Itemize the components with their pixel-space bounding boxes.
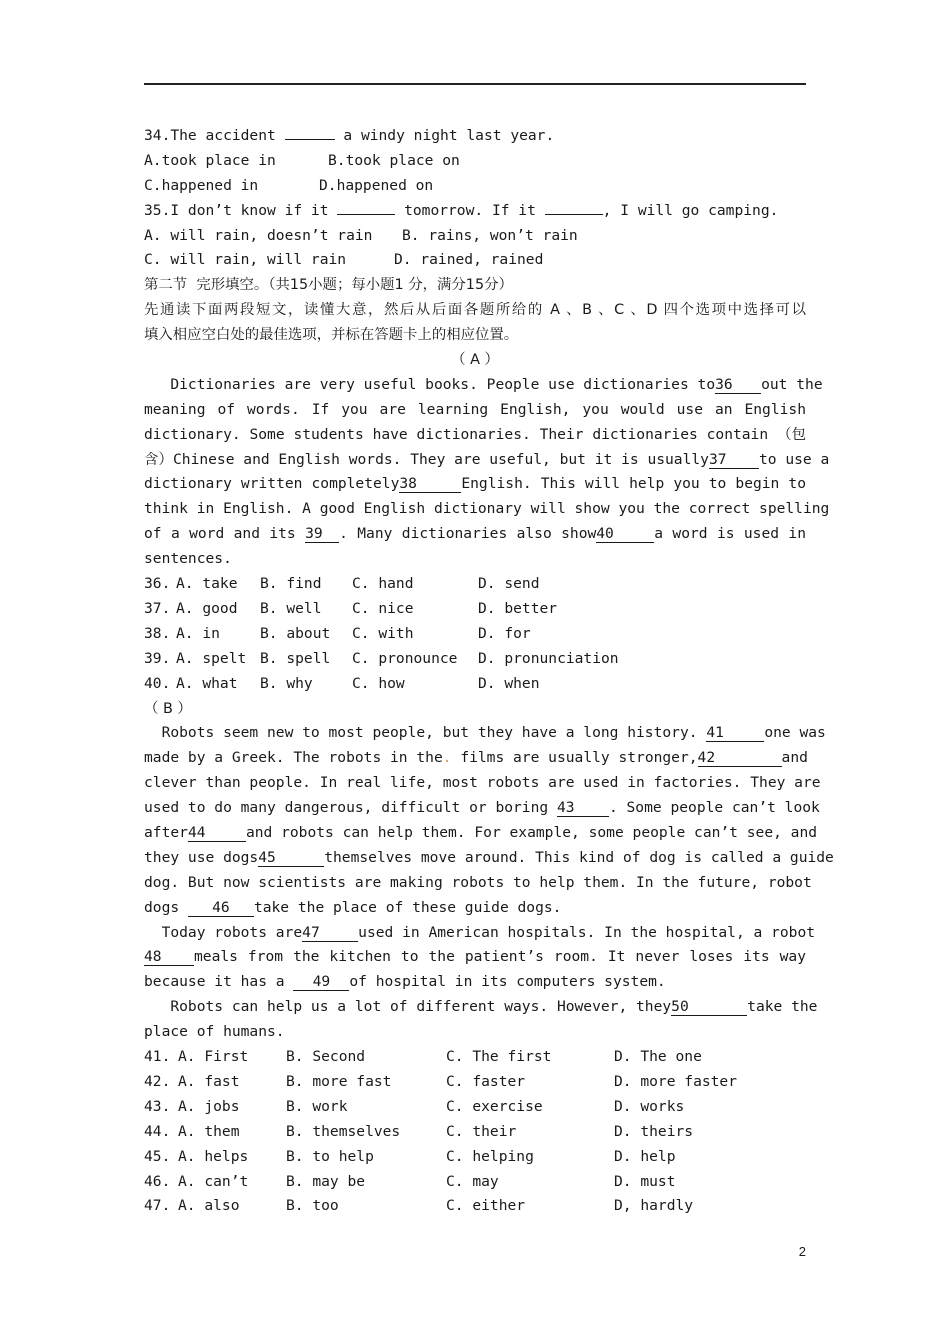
option-a: A. take (176, 575, 238, 593)
option-a: A. spelt (176, 649, 247, 667)
blank-44: 44 (188, 824, 246, 842)
blank-35a (337, 214, 395, 215)
option-row (144, 647, 798, 672)
option-row (144, 1070, 806, 1095)
question-35-options-ab: A. will rain, doesn’t rain B. rains, won’t rain (144, 226, 578, 244)
blank-36: 36 (715, 376, 761, 394)
passage-b-line: after44 and robots can help them. For example, some people can’t see, and (144, 824, 818, 842)
passage-b-options (144, 1045, 806, 1219)
option-number: 36. (144, 575, 171, 593)
option-number: 38. (144, 624, 171, 642)
option-d: D. when (478, 674, 540, 692)
option-d: D. must (614, 1172, 676, 1190)
option-b: B. spell (260, 649, 331, 667)
passage-b-line: clever than people. In real life, most robots are used in factories. They are (144, 774, 821, 792)
option-d: D. more faster (614, 1072, 738, 1090)
option-number: 39. (144, 649, 171, 667)
section-instructions-1: 先通读下面两段短文，读懂大意，然后从后面各题所给的 A 、B 、C 、D 四个选项中选择可以 (144, 302, 806, 319)
blank-47: 47 (302, 924, 358, 942)
question-34-options-cd: C.happened in D.happened on (144, 176, 434, 194)
option-row (144, 572, 798, 597)
blank-35b (545, 214, 603, 215)
option-c: C. pronounce (352, 649, 458, 667)
passage-b-line: made by a Greek. The robots in the. films are usually stronger,42 and (144, 749, 808, 767)
blank-40: 40 (596, 525, 654, 543)
blank-46: 46 (188, 899, 254, 917)
option-b: B. about (260, 624, 331, 642)
section-heading: 第二节 完形填空。（共15小题；每小题1 分，满分15分） (144, 277, 513, 294)
option-b: B. to help (286, 1147, 374, 1165)
blank-41: 41 (706, 724, 764, 742)
option-b: B. may be (286, 1172, 366, 1190)
option-b: B. too (286, 1197, 339, 1215)
option-number: 41. (144, 1048, 171, 1066)
option-number: 40. (144, 674, 171, 692)
option-d: D. send (478, 575, 540, 593)
option-b: B. themselves (286, 1122, 401, 1140)
option-c: C. hand (352, 575, 414, 593)
question-35: 35.I don’t know if it tomorrow. If it , I will go camping. (144, 201, 779, 219)
option-number: 47. (144, 1197, 171, 1215)
option-b: B. Second (286, 1048, 366, 1066)
option-d: D. for (478, 624, 531, 642)
option-number: 42. (144, 1072, 171, 1090)
passage-b-line: Robots seem new to most people, but they have a long history. 41 one was (144, 724, 826, 742)
option-row (144, 1120, 806, 1145)
option-row (144, 1194, 806, 1219)
option-b: B. more fast (286, 1072, 392, 1090)
option-row (144, 1145, 806, 1170)
passage-b-line: Robots can help us a lot of different ways. However, they50 take the (144, 998, 818, 1016)
option-a: A. them (178, 1122, 240, 1140)
blank-45: 45 (258, 849, 324, 867)
page-number: 2 (798, 1244, 806, 1259)
blank-42: 42 (698, 749, 782, 767)
option-c: C. faster (446, 1072, 526, 1090)
option-row (144, 672, 798, 697)
passage-a-line: dictionary. Some students have dictionaries. Their dictionaries contain （包 (144, 425, 806, 443)
blank-48: 48 (144, 948, 194, 966)
option-number: 43. (144, 1097, 171, 1115)
blank-34 (285, 139, 335, 140)
passage-b-line: Today robots are47 used in American hospitals. In the hospital, a robot (144, 923, 816, 941)
passage-b-label: （ B ） (144, 700, 192, 717)
passage-b-line: because it has a 49 of hospital in its computers system. (144, 973, 666, 991)
option-row (144, 1095, 806, 1120)
option-b: B. why (260, 674, 313, 692)
option-c: C. The first (446, 1048, 552, 1066)
blank-43: 43 (557, 799, 609, 817)
page-content (144, 124, 834, 1219)
option-b: B. well (260, 599, 322, 617)
passage-a-line: of a word and its 39 . Many dictionaries also show40 a word is used in (144, 525, 806, 543)
option-c: C. how (352, 674, 405, 692)
option-a: A. jobs (178, 1097, 240, 1115)
passage-b-line: dogs 46 take the place of these guide dogs. (144, 898, 562, 916)
passage-a-line: sentences. (144, 550, 232, 568)
passage-a-options (144, 572, 798, 697)
option-d: D. The one (614, 1048, 702, 1066)
blank-37: 37 (709, 451, 759, 469)
passage-b-line: they use dogs45 themselves move around. This kind of dog is called a guide (144, 848, 834, 866)
passage-a-line: dictionary written completely38 English. This will help you to begin to (144, 475, 806, 493)
option-a: A. can’t (178, 1172, 249, 1190)
option-a: A. fast (178, 1072, 240, 1090)
option-c: C. either (446, 1197, 526, 1215)
question-34: 34.The accident a windy night last year. (144, 127, 555, 144)
option-number: 46. (144, 1172, 171, 1190)
option-b: B. find (260, 575, 322, 593)
option-a: A. good (176, 599, 238, 617)
passage-a-label: （ A ） (451, 352, 499, 369)
option-a: A. in (176, 624, 220, 642)
option-number: 44. (144, 1122, 171, 1140)
option-c: C. may (446, 1172, 499, 1190)
passage-a-line: think in English. A good English dictionary will show you the correct spelling (144, 500, 830, 518)
option-d: D. theirs (614, 1122, 694, 1140)
passage-b-line: used to do many dangerous, difficult or boring 43 . Some people can’t look (144, 799, 820, 817)
question-35-options-cd: C. will rain, will rain D. rained, rained (144, 251, 544, 269)
option-number: 37. (144, 599, 171, 617)
option-c: C. their (446, 1122, 517, 1140)
passage-b-line: 48 meals from the kitchen to the patient’s room. It never loses its way (144, 948, 806, 966)
blank-38: 38 (399, 475, 461, 493)
header-rule (144, 83, 806, 85)
option-c: C. exercise (446, 1097, 543, 1115)
option-a: A. helps (178, 1147, 249, 1165)
passage-b-line: place of humans. (144, 1023, 285, 1041)
section-instructions-2: 填入相应空白处的最佳选项，并标在答题卡上的相应位置。 (144, 327, 519, 344)
option-a: A. also (178, 1197, 240, 1215)
option-d: D, hardly (614, 1197, 694, 1215)
blank-49: 49 (293, 973, 349, 991)
passage-a-line: 含）Chinese and English words. They are useful, but it is usually37 to use a (144, 450, 830, 468)
option-c: C. nice (352, 599, 414, 617)
blank-50: 50 (671, 998, 747, 1016)
passage-a-line: meaning of words. If you are learning English, you would use an English (144, 400, 806, 418)
option-number: 45. (144, 1147, 171, 1165)
option-c: C. with (352, 624, 414, 642)
option-d: D. pronunciation (478, 649, 619, 667)
option-d: D. better (478, 599, 558, 617)
blank-39: 39 (305, 525, 339, 543)
option-a: A. First (178, 1048, 249, 1066)
passage-b-line: dog. But now scientists are making robots to help them. In the future, robot (144, 873, 812, 891)
option-row (144, 1045, 806, 1070)
option-a: A. what (176, 674, 238, 692)
option-b: B. work (286, 1097, 348, 1115)
passage-a-line: Dictionaries are very useful books. People use dictionaries to36 out the (144, 375, 823, 393)
question-34-options-ab: A.took place in B.took place on (144, 151, 460, 169)
option-d: D. help (614, 1147, 676, 1165)
option-row (144, 622, 798, 647)
option-row (144, 597, 798, 622)
option-row (144, 1170, 806, 1195)
option-d: D. works (614, 1097, 685, 1115)
option-c: C. helping (446, 1147, 534, 1165)
